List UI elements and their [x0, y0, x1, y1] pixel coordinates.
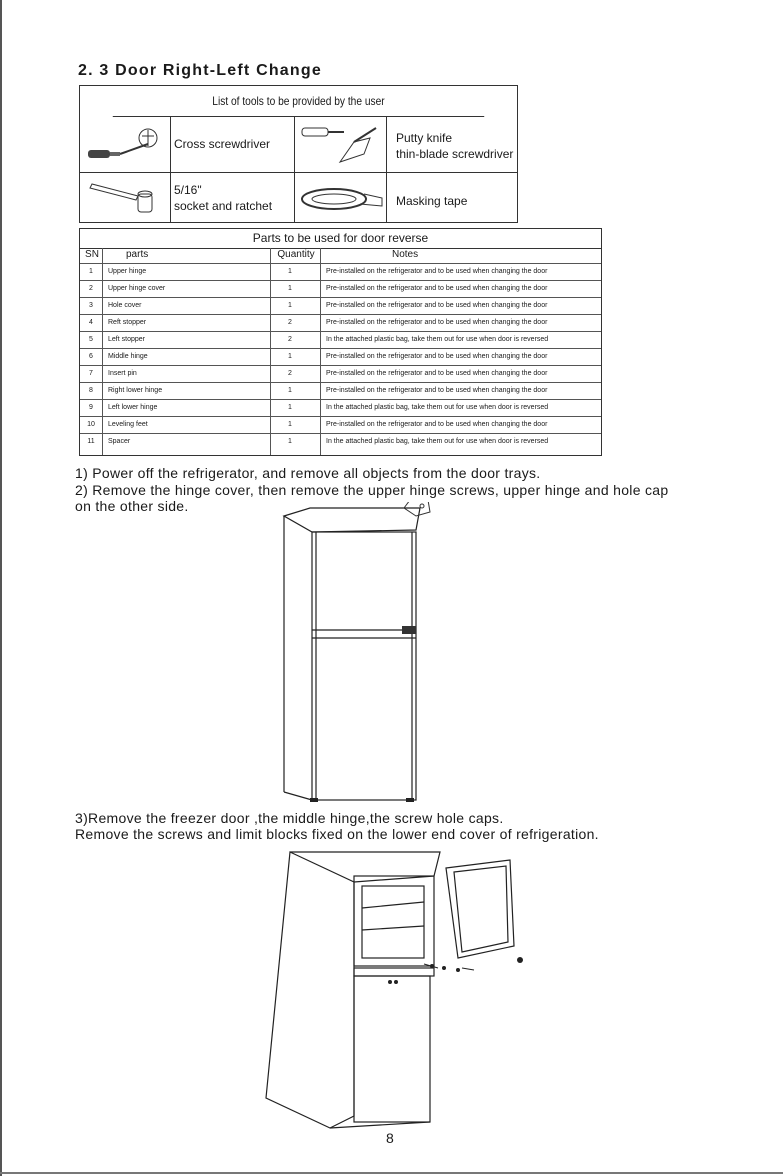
part-cell: Reft stopper — [108, 319, 147, 326]
qty-cell: 1 — [288, 285, 292, 292]
fridge-closed-figure — [280, 502, 440, 804]
part-cell: Middle hinge — [108, 353, 148, 360]
col-header-notes: Notes — [392, 249, 419, 260]
note-cell: In the attached plastic bag, take them out for use when door is reversed — [326, 438, 549, 445]
table-row — [80, 348, 601, 364]
parts-table-title: Parts to be used for door reverse — [80, 229, 601, 249]
note-cell: Pre-installed on the refrigerator and to be used when changing the door — [326, 319, 548, 326]
col-header-sn: SN — [85, 249, 99, 260]
sn-cell: 10 — [87, 421, 95, 428]
page-number: 8 — [386, 1130, 394, 1146]
tool-label-cross-screwdriver: Cross screwdriver — [174, 137, 271, 151]
table-row — [80, 365, 601, 381]
sn-cell: 11 — [87, 438, 95, 445]
qty-cell: 1 — [288, 387, 292, 394]
qty-cell: 1 — [288, 421, 292, 428]
fridge-door-removed-figure — [258, 846, 548, 1136]
tool-label-line: Putty knife — [396, 131, 453, 145]
step-3-text-cont: Remove the screws and limit blocks fixed on the lower end cover of refrigeration. — [75, 826, 599, 842]
table-row — [80, 416, 601, 432]
qty-cell: 2 — [288, 336, 292, 343]
table-row — [80, 433, 601, 449]
qty-cell: 2 — [288, 370, 292, 377]
note-cell: In the attached plastic bag, take them out for use when door is reversed — [326, 336, 549, 343]
note-cell: Pre-installed on the refrigerator and to be used when changing the door — [326, 370, 548, 377]
tool-label-line: socket and ratchet — [174, 199, 273, 213]
tool-label-masking-tape: Masking tape — [396, 194, 468, 208]
note-cell: In the attached plastic bag, take them out for use when door is reversed — [326, 404, 549, 411]
page-edge-bottom — [0, 1172, 783, 1174]
note-cell: Pre-installed on the refrigerator and to be used when changing the door — [326, 285, 548, 292]
sn-cell: 8 — [89, 387, 93, 394]
step-2-text-cont: on the other side. — [75, 498, 189, 514]
page-edge-left — [0, 0, 2, 1176]
tool-label-line: thin-blade screwdriver — [396, 147, 514, 161]
note-cell: Pre-installed on the refrigerator and to be used when changing the door — [326, 387, 548, 394]
tools-table-header: List of tools to be provided by the user — [113, 86, 484, 117]
sn-cell: 5 — [89, 336, 93, 343]
part-cell: Upper hinge — [108, 268, 147, 275]
qty-cell: 1 — [288, 353, 292, 360]
part-cell: Right lower hinge — [108, 387, 163, 394]
part-cell: Upper hinge cover — [108, 285, 166, 292]
col-header-quantity: Quantity — [277, 249, 315, 260]
part-cell: Left lower hinge — [108, 404, 158, 411]
section-title: 2. 3 Door Right-Left Change — [78, 62, 322, 79]
qty-cell: 1 — [288, 404, 292, 411]
step-1-text: 1) Power off the refrigerator, and remove all objects from the door trays. — [75, 465, 541, 481]
tool-label-socket-ratchet — [174, 182, 272, 214]
step-2-text: 2) Remove the hinge cover, then remove the upper hinge screws, upper hinge and hole cap — [75, 482, 669, 498]
table-row — [80, 331, 601, 347]
step-3-text: 3)Remove the freezer door ,the middle hinge,the screw hole caps. — [75, 810, 504, 826]
part-cell: Hole cover — [108, 302, 142, 309]
putty-knife-icon — [300, 122, 382, 166]
parts-table — [79, 228, 602, 456]
masking-tape-icon — [294, 184, 386, 214]
screwdriver-icon — [86, 122, 166, 166]
sn-cell: 1 — [89, 268, 93, 275]
tool-label-line: 5/16" — [174, 183, 202, 197]
note-cell: Pre-installed on the refrigerator and to be used when changing the door — [326, 302, 548, 309]
col-header-parts: parts — [126, 249, 149, 260]
note-cell: Pre-installed on the refrigerator and to be used when changing the door — [326, 353, 548, 360]
qty-cell: 1 — [288, 268, 292, 275]
tools-table — [79, 85, 518, 223]
socket-ratchet-icon — [86, 178, 166, 218]
sn-cell: 7 — [89, 370, 93, 377]
table-row — [80, 382, 601, 398]
sn-cell: 2 — [89, 285, 93, 292]
tool-label-putty-knife — [396, 130, 513, 162]
part-cell: Leveling feet — [108, 421, 148, 428]
table-row — [80, 263, 601, 279]
note-cell: Pre-installed on the refrigerator and to be used when changing the door — [326, 421, 548, 428]
note-cell: Pre-installed on the refrigerator and to be used when changing the door — [326, 268, 548, 275]
sn-cell: 9 — [89, 404, 93, 411]
table-row — [80, 280, 601, 296]
part-cell: Left stopper — [108, 336, 145, 343]
qty-cell: 2 — [288, 319, 292, 326]
sn-cell: 6 — [89, 353, 93, 360]
sn-cell: 3 — [89, 302, 93, 309]
table-row — [80, 297, 601, 313]
qty-cell: 1 — [288, 302, 292, 309]
part-cell: Insert pin — [108, 370, 137, 377]
qty-cell: 1 — [288, 438, 292, 445]
table-row — [80, 399, 601, 415]
table-row — [80, 314, 601, 330]
sn-cell: 4 — [89, 319, 93, 326]
part-cell: Spacer — [108, 438, 131, 445]
